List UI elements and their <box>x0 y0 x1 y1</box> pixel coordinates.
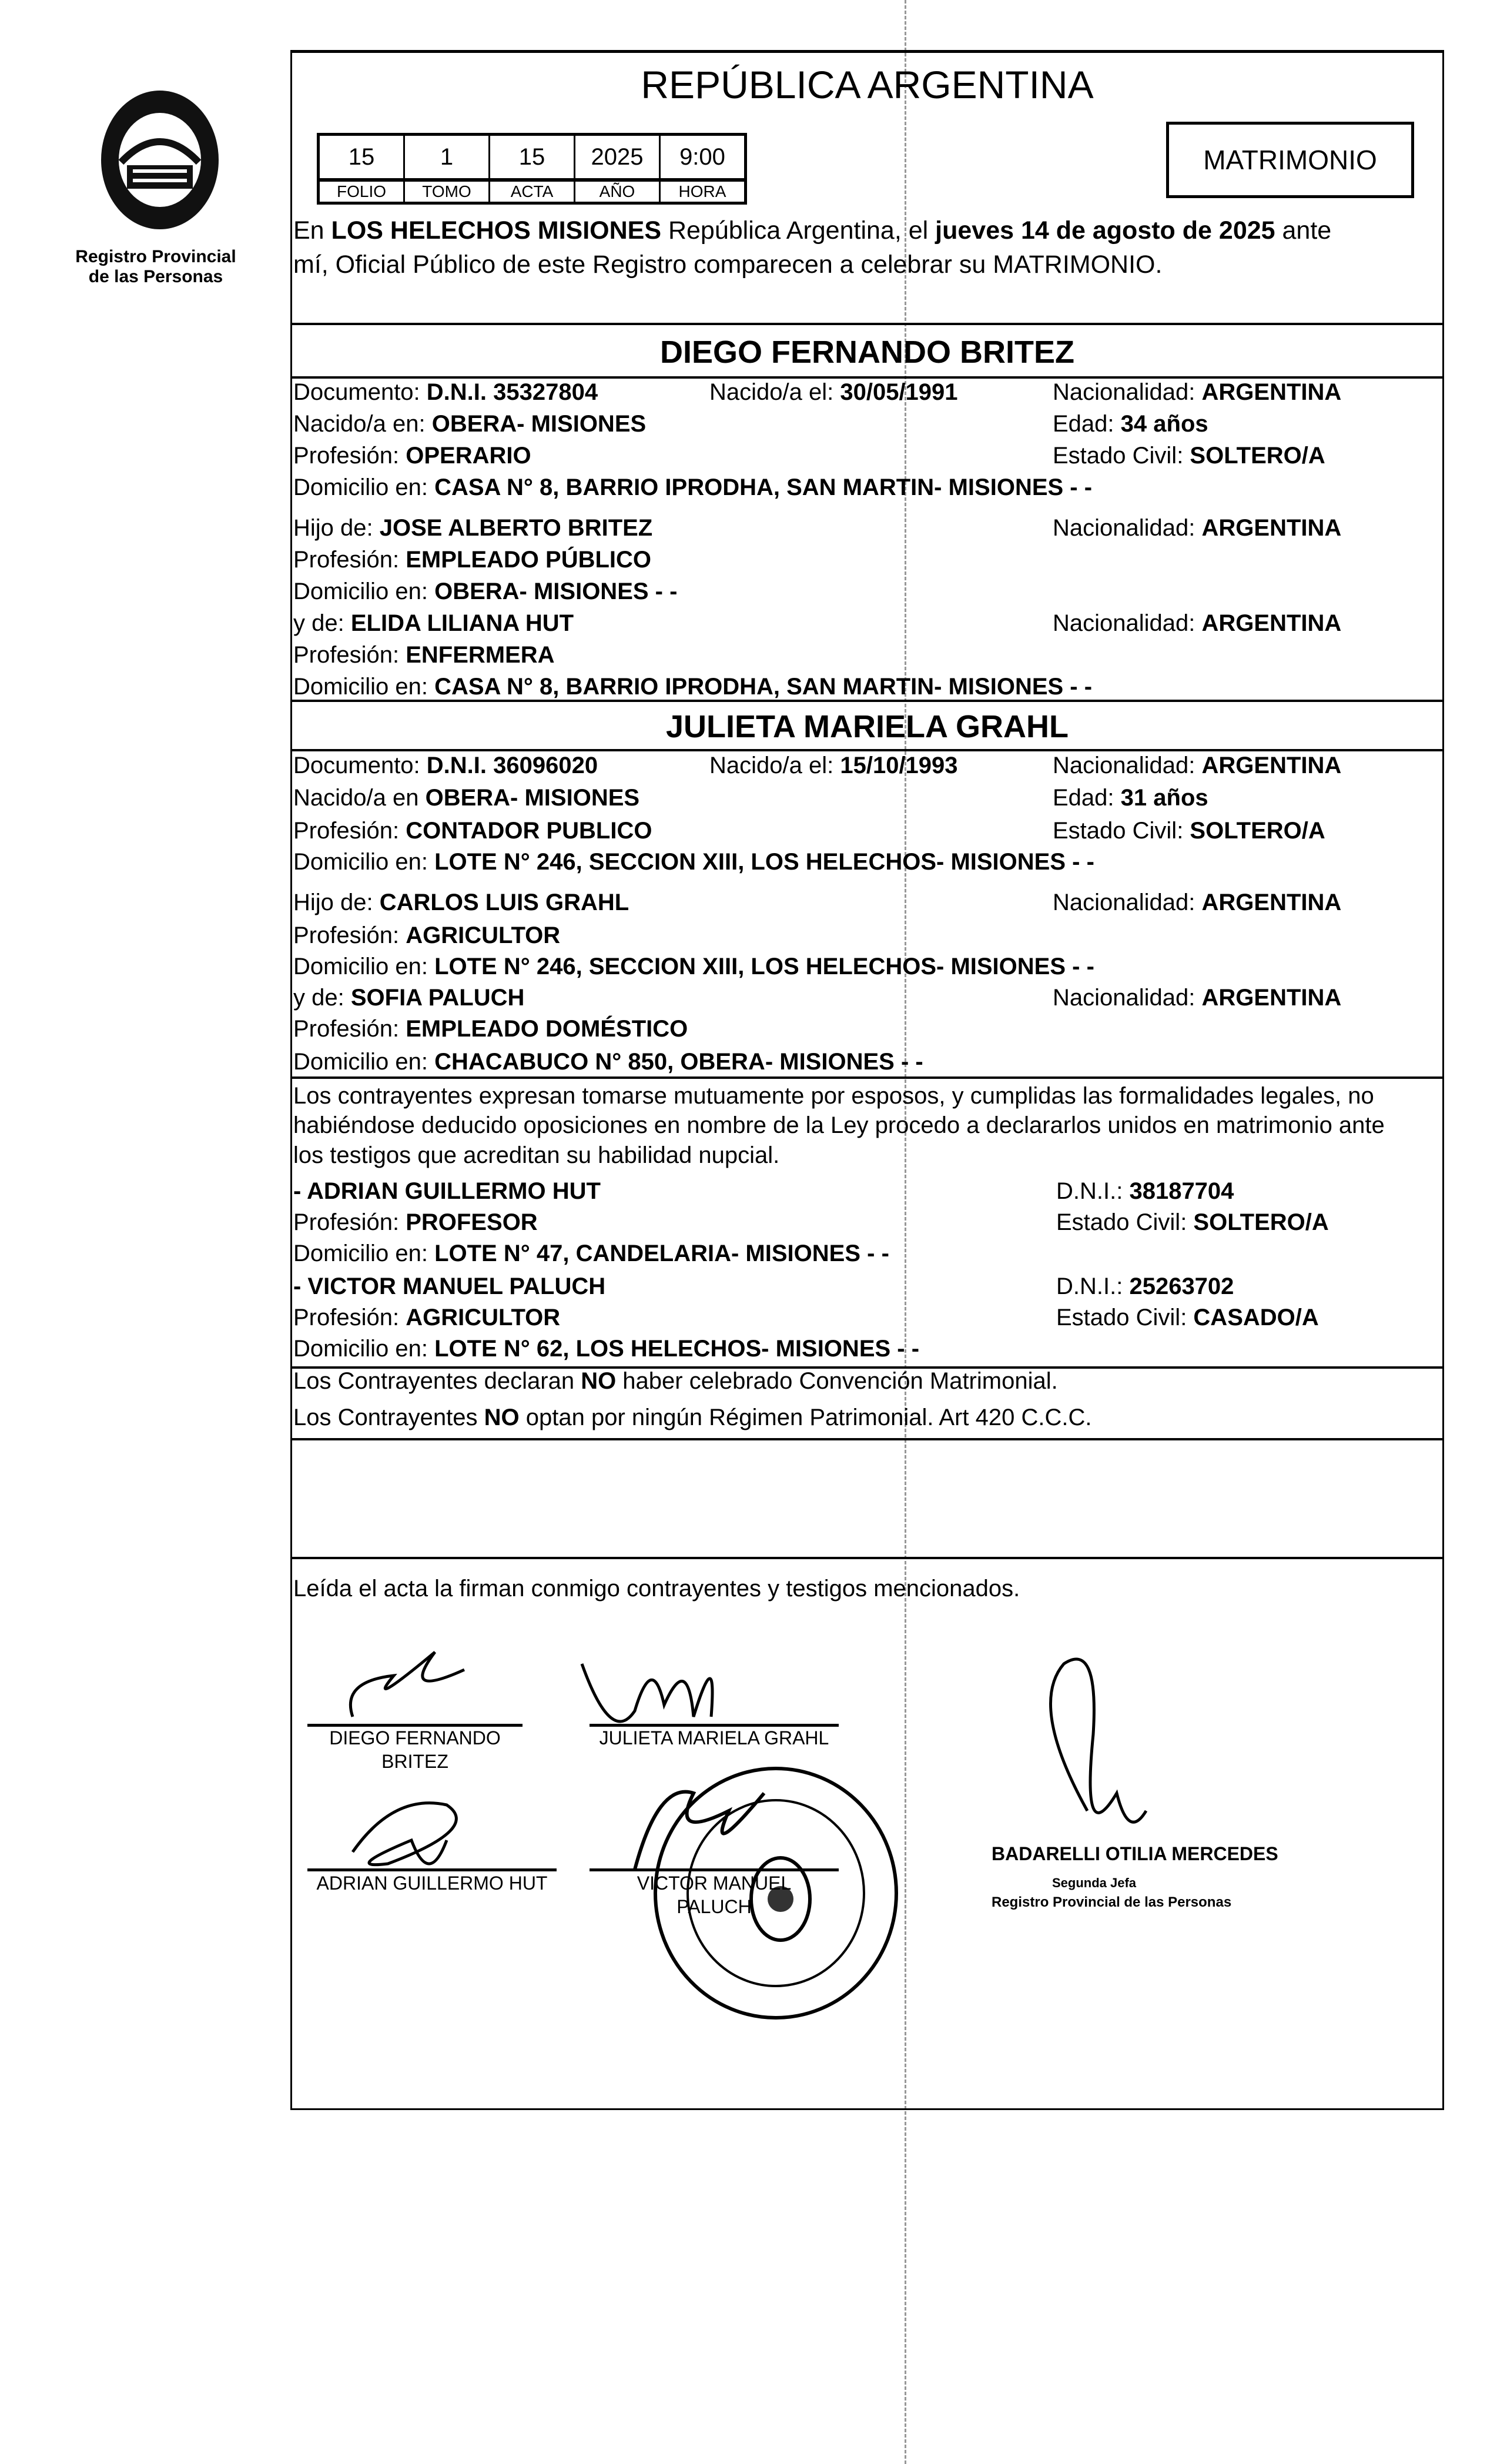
spouse1-mother-profession: Profesión: ENFERMERA <box>293 642 555 668</box>
divider <box>290 1076 1444 1079</box>
hour-value: 9:00 <box>660 135 746 180</box>
signature-witness1: ADRIAN GUILLERMO HUT <box>316 1873 548 1894</box>
divider <box>290 323 1444 325</box>
convention-line: Los Contrayentes declaran NO haber celebrado Convención Matrimonial. <box>293 1368 1058 1394</box>
folio-value: 15 <box>319 135 404 180</box>
act-type-box: MATRIMONIO <box>1166 122 1414 198</box>
spouse1-profession: Profesión: OPERARIO <box>293 443 531 469</box>
spouse2-father-profession: Profesión: AGRICULTOR <box>293 922 561 948</box>
spouse2-profession: Profesión: CONTADOR PUBLICO <box>293 818 652 844</box>
spouse1-mother: y de: ELIDA LILIANA HUT <box>293 610 574 636</box>
spouse1-father-profession: Profesión: EMPLEADO PÚBLICO <box>293 547 652 573</box>
declaration-line-3: los testigos que acreditan su habilidad nupcial. <box>293 1142 780 1168</box>
official-office: Registro Provincial de las Personas <box>992 1894 1232 1910</box>
folio-label: FOLIO <box>319 180 404 203</box>
official-name: BADARELLI OTILIA MERCEDES <box>992 1843 1278 1864</box>
regime-line: Los Contrayentes NO optan por ningún Régimen Patrimonial. Art 420 C.C.C. <box>293 1405 1092 1430</box>
official-role: Segunda Jefa <box>1052 1875 1137 1890</box>
logo-caption: Registro Provincial <box>75 247 236 266</box>
spouse1-birthplace: Nacido/a en: OBERA- MISIONES <box>293 411 647 437</box>
spouse2-mother-profession: Profesión: EMPLEADO DOMÉSTICO <box>293 1016 688 1042</box>
witness2-name: - VICTOR MANUEL PALUCH <box>293 1273 606 1299</box>
spouse2-birthplace: Nacido/a en OBERA- MISIONES <box>293 785 640 811</box>
spouse2-civil-status: Estado Civil: SOLTERO/A <box>1053 818 1325 844</box>
declaration-line-1: Los contrayentes expresan tomarse mutuamente por esposos, y cumplidas las formalidades legales, no <box>293 1083 1374 1109</box>
witness1-civil-status: Estado Civil: SOLTERO/A <box>1056 1209 1329 1235</box>
spouse1-name-heading: DIEGO FERNANDO BRITEZ <box>659 335 1074 370</box>
spouse1-document: Documento: D.N.I. 35327804 <box>293 379 598 405</box>
acta-label: ACTA <box>490 180 575 203</box>
spouse2-father-address: Domicilio en: LOTE N° 246, SECCION XIII, LOS HELECHOS- MISIONES - - <box>293 954 1094 979</box>
witness2-profession: Profesión: AGRICULTOR <box>293 1305 561 1330</box>
signature-witness2: VICTOR MANUEL PALUCH <box>637 1873 792 1917</box>
page-title: REPÚBLICA ARGENTINA <box>641 63 1094 106</box>
witness2-address: Domicilio en: LOTE N° 62, LOS HELECHOS- MISIONES - - <box>293 1336 920 1362</box>
spouse2-mother-address: Domicilio en: CHACABUCO N° 850, OBERA- MISIONES - - <box>293 1049 923 1075</box>
intro-line-1: En LOS HELECHOS MISIONES República Argentina, el jueves 14 de agosto de 2025 ante <box>293 216 1332 245</box>
witness2-dni: D.N.I.: 25263702 <box>1056 1273 1234 1299</box>
spouse1-age: Edad: 34 años <box>1053 411 1208 437</box>
spouse2-name-heading: JULIETA MARIELA GRAHL <box>666 709 1069 744</box>
declaration-line-2: habiéndose deducido oposiciones en nombre de la Ley procedo a declararlos unidos en matrimonio ante <box>293 1112 1385 1138</box>
spouse2-address: Domicilio en: LOTE N° 246, SECCION XIII, LOS HELECHOS- MISIONES - - <box>293 849 1094 875</box>
spouse1-father-address: Domicilio en: OBERA- MISIONES - - <box>293 579 678 604</box>
acta-value: 15 <box>490 135 575 180</box>
divider <box>290 1438 1444 1440</box>
spouse1-mother-address: Domicilio en: CASA N° 8, BARRIO IPRODHA, SAN MARTIN- MISIONES - - <box>293 674 1093 700</box>
spouse2-mother-nationality: Nacionalidad: ARGENTINA <box>1053 985 1342 1011</box>
spouse1-nationality: Nacionalidad: ARGENTINA <box>1053 379 1342 405</box>
province-logo <box>86 86 234 234</box>
closing-statement: Leída el acta la firman conmigo contrayentes y testigos mencionados. <box>293 1576 1020 1602</box>
divider <box>290 749 1444 751</box>
spouse2-father-nationality: Nacionalidad: ARGENTINA <box>1053 890 1342 915</box>
spouse2-birthdate: Nacido/a el: 15/10/1993 <box>709 753 958 778</box>
spouse1-father-nationality: Nacionalidad: ARGENTINA <box>1053 515 1342 541</box>
divider <box>290 1557 1444 1559</box>
spouse1-civil-status: Estado Civil: SOLTERO/A <box>1053 443 1325 469</box>
tomo-label: TOMO <box>404 180 490 203</box>
spouse1-father: Hijo de: JOSE ALBERTO BRITEZ <box>293 515 653 541</box>
witness1-name: - ADRIAN GUILLERMO HUT <box>293 1178 601 1204</box>
spouse1-birthdate: Nacido/a el: 30/05/1991 <box>709 379 958 405</box>
spouse2-document: Documento: D.N.I. 36096020 <box>293 753 598 778</box>
signature-spouse2: JULIETA MARIELA GRAHL <box>599 1727 829 1748</box>
spouse2-nationality: Nacionalidad: ARGENTINA <box>1053 753 1342 778</box>
divider <box>290 700 1444 702</box>
logo-caption: de las Personas <box>88 267 223 286</box>
witness1-profession: Profesión: PROFESOR <box>293 1209 538 1235</box>
witness2-civil-status: Estado Civil: CASADO/A <box>1056 1305 1319 1330</box>
year-label: AÑO <box>575 180 660 203</box>
spouse1-address: Domicilio en: CASA N° 8, BARRIO IPRODHA, SAN MARTIN- MISIONES - - <box>293 474 1093 500</box>
divider <box>290 376 1444 379</box>
tomo-value: 1 <box>404 135 490 180</box>
witness1-dni: D.N.I.: 38187704 <box>1056 1178 1234 1204</box>
spouse1-mother-nationality: Nacionalidad: ARGENTINA <box>1053 610 1342 636</box>
hour-label: HORA <box>660 180 746 203</box>
year-value: 2025 <box>575 135 660 180</box>
spouse2-age: Edad: 31 años <box>1053 785 1208 811</box>
spouse2-mother: y de: SOFIA PALUCH <box>293 985 525 1011</box>
signature-spouse1: DIEGO FERNANDO BRITEZ <box>329 1727 501 1772</box>
spouse2-father: Hijo de: CARLOS LUIS GRAHL <box>293 890 629 915</box>
witness1-address: Domicilio en: LOTE N° 47, CANDELARIA- MISIONES - - <box>293 1241 889 1266</box>
registry-meta-table <box>317 133 747 205</box>
intro-line-2: mí, Oficial Público de este Registro comparecen a celebrar su MATRIMONIO. <box>293 250 1163 279</box>
